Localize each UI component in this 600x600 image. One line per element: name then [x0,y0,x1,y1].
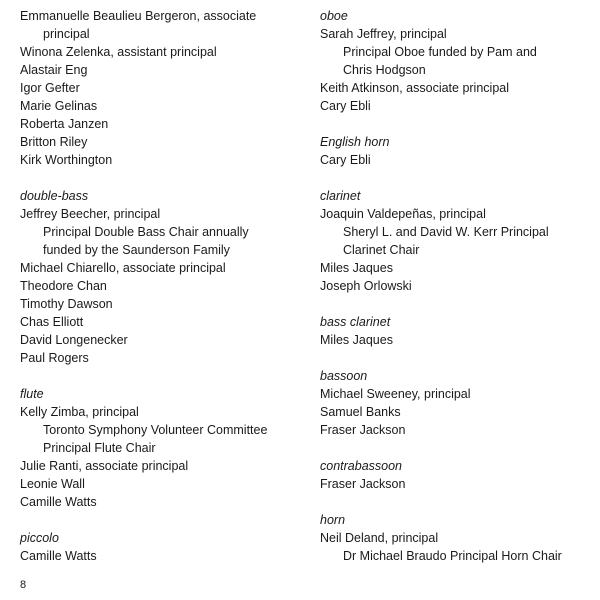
musician-line: Michael Chiarello, associate principal [20,261,226,275]
musician-line: Igor Gefter [20,81,80,95]
musician-line: Paul Rogers [20,351,89,365]
section-gap [320,115,595,133]
section-lines [320,151,595,169]
musician-line: Fraser Jackson [320,423,406,437]
musician-line: Julie Ranti, associate principal [20,459,189,473]
section-contrabassoon [320,457,595,493]
section-double-bass [20,187,295,367]
page-number: 8 [20,579,27,591]
section-gap [320,493,595,511]
section-gap [20,367,295,385]
musician-line: Leonie Wall [20,477,85,491]
section-english-horn [320,133,595,169]
musician-line: Miles Jaques [320,333,393,347]
chair-sponsor-line: Sheryl L. and David W. Kerr Principal [343,225,549,239]
musician-line: Neil Deland, principal [320,531,439,545]
musician-line: Camille Watts [20,495,97,509]
section-heading: horn [320,513,346,527]
musician-line: Miles Jaques [320,261,393,275]
section-lines [320,529,595,565]
chair-sponsor-line: Dr Michael Braudo Principal Horn Chair [343,549,562,563]
section-gap [20,511,295,529]
chair-sponsor-line: principal [43,27,90,41]
musician-line: Chas Elliott [20,315,84,329]
musician-line: Joseph Orlowski [320,279,412,293]
section-heading: bassoon [320,369,368,383]
section-lines [20,547,295,565]
musician-line: Joaquin Valdepeñas, principal [320,207,486,221]
section-heading: clarinet [320,189,361,203]
section-lines [320,475,595,493]
right-column [320,7,595,565]
section-heading: English horn [320,135,390,149]
musician-line: Jeffrey Beecher, principal [20,207,161,221]
musician-line: Keith Atkinson, associate principal [320,81,509,95]
section-heading: double-bass [20,189,89,203]
section-lines [320,205,595,295]
section-gap [320,349,595,367]
musician-line: David Longenecker [20,333,128,347]
section-viola-continued [20,7,295,169]
section-heading: contrabassoon [320,459,403,473]
musician-line: Roberta Janzen [20,117,109,131]
section-piccolo [20,529,295,565]
section-gap [20,169,295,187]
left-column [20,7,295,565]
section-horn [320,511,595,565]
musician-line: Michael Sweeney, principal [320,387,471,401]
section-oboe [320,7,595,115]
chair-sponsor-line: funded by the Saunderson Family [43,243,230,257]
musician-line: Cary Ebli [320,99,371,113]
musician-line: Emmanuelle Beaulieu Bergeron, associate [20,9,257,23]
musician-line: Fraser Jackson [320,477,406,491]
chair-sponsor-line: Toronto Symphony Volunteer Committee [43,423,268,437]
section-heading: bass clarinet [320,315,391,329]
section-lines [320,25,595,115]
musician-line: Kirk Worthington [20,153,113,167]
musician-line: Britton Riley [20,135,88,149]
section-bass-clarinet [320,313,595,349]
musician-line: Theodore Chan [20,279,107,293]
section-flute [20,385,295,511]
chair-sponsor-line: Principal Oboe funded by Pam and [343,45,537,59]
section-lines [20,403,295,511]
section-gap [320,295,595,313]
section-heading: flute [20,387,44,401]
musician-line: Marie Gelinas [20,99,98,113]
musician-line: Samuel Banks [320,405,401,419]
section-gap [320,439,595,457]
chair-sponsor-line: Principal Flute Chair [43,441,156,455]
musician-line: Timothy Dawson [20,297,113,311]
musician-line: Winona Zelenka, assistant principal [20,45,217,59]
section-lines [320,331,595,349]
musician-line: Sarah Jeffrey, principal [320,27,447,41]
section-lines [320,385,595,439]
musician-line: Cary Ebli [320,153,371,167]
section-heading: piccolo [20,531,59,545]
chair-sponsor-line: Clarinet Chair [343,243,420,257]
section-gap [320,169,595,187]
musician-line: Kelly Zimba, principal [20,405,139,419]
chair-sponsor-line: Principal Double Bass Chair annually [43,225,249,239]
chair-sponsor-line: Chris Hodgson [343,63,426,77]
section-lines [20,205,295,367]
musician-line: Camille Watts [20,549,97,563]
section-heading: oboe [320,9,348,23]
section-bassoon [320,367,595,439]
section-clarinet [320,187,595,295]
musician-line: Alastair Eng [20,63,88,77]
